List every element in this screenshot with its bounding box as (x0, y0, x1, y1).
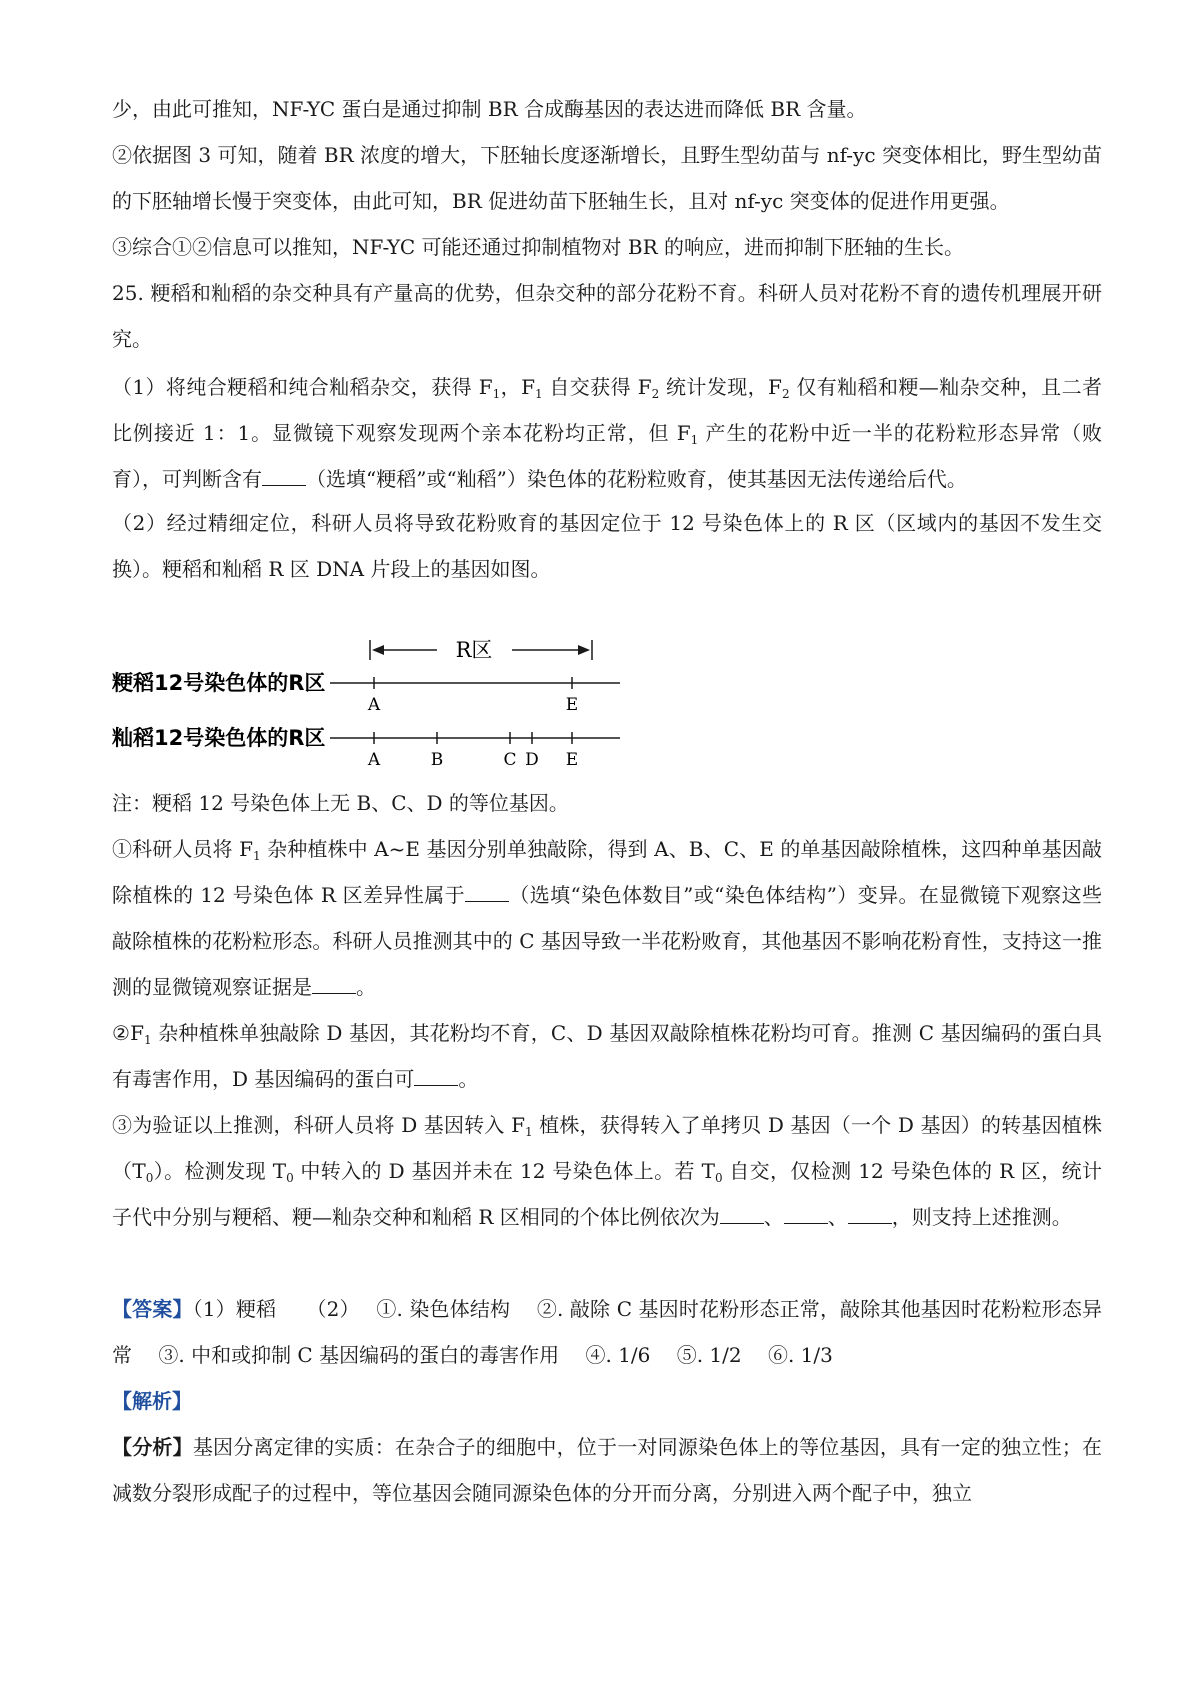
fenxi-tag: 【分析】 (112, 1435, 193, 1459)
paragraph-1: 少，由此可推知，NF-YC 蛋白是通过抑制 BR 合成酶基因的表达进而降低 BR 含量。 (112, 97, 867, 121)
question-25-part-1: （1）将纯合粳稻和纯合籼稻杂交，获得 $F_1$，$F_1$ 自交获得 $F_2$ 统计发现，$F_2$ 仅有籼稻和粳—籼杂交种，且二者比例接近 1：1。显微镜下观察发现两个亲本花粉均正常，但 $F_1$ 产生的花粉中近一半的花粉粒形态异常（败育），可判断含有 （选填“粳稻”或“籼稻”）染色体的花粉粒败育，使其基因无法传递给后代。 (112, 375, 1103, 491)
answer-blank (312, 975, 356, 994)
gene-label: E (565, 750, 579, 770)
question-25-part-2: （2）经过精细定位，科研人员将导致花粉败育的基因定位于 12 号染色体上的 R 区（区域内的基因不发生交换）。粳稻和籼稻 R 区 DNA 片段上的基因如图。 (112, 511, 1102, 581)
fenxi-text: 基因分离定律的实质：在杂合子的细胞中，位于一对同源染色体上的等位基因，具有一定的独立性；在减数分裂形成配子的过程中，等位基因会随同源染色体的分开而分离，分别进入两个配子中，独立 (112, 1435, 1103, 1505)
gene-label: C (503, 750, 517, 770)
answer-blank (720, 1205, 764, 1224)
subquestion-3: ③为验证以上推测，科研人员将 D 基因转入 $F_1$ 植株，获得转入了单拷贝 D 基因（一个 D 基因）的转基因植株$(T_0)$。检测发现 $T_0$ 中转入的 D 基因并未在 12 号染色体上。若 $T_0$ 自交，仅检测 12 号染色体的 R 区，统计子代中分别与粳稻、粳—籼杂交种和籼稻 R 区相同的个体比例依次为 、 、 ，则支持上述推测。 (112, 1113, 1103, 1229)
paragraph-3: ③综合①②信息可以推知，NF-YC 可能还通过抑制植物对 BR 的响应，进而抑制下胚轴的生长。 (112, 235, 965, 259)
gene-label: E (565, 695, 579, 715)
answer-blank (414, 1067, 458, 1086)
question-25-stem: 25. 粳稻和籼稻的杂交种具有产量高的优势，但杂交种的部分花粉不育。科研人员对花粉不育的遗传机理展开研究。 (112, 281, 1102, 351)
row-label-japonica: 粳稻12号染色体的R区 (112, 671, 326, 695)
gene-diagram-svg (112, 630, 712, 770)
gene-label: D (525, 750, 539, 770)
answer-section (112, 1286, 1102, 1378)
answer-text: （1）粳稻 （2） ①. 染色体结构 ②. 敲除 C 基因时花粉形态正常，敲除其他基因时花粉粒形态异常 ③. 中和或抑制 C 基因编码的蛋白的毒害作用 ④. 1/6 ⑤. 1/2 ⑥. 1/3 (112, 1297, 1102, 1367)
row-label-indica: 籼稻12号染色体的R区 (112, 726, 326, 750)
gene-label: A (367, 695, 381, 715)
answer-tag: 【答案】 (112, 1297, 193, 1321)
figure-note: 注：粳稻 12 号染色体上无 B、C、D 的等位基因。 (112, 791, 569, 815)
gene-label: B (430, 750, 444, 770)
fenxi-section (112, 1424, 1102, 1516)
analysis-tag: 【解析】 (112, 1389, 192, 1413)
gene-label: A (367, 750, 381, 770)
answer-blank (262, 467, 306, 486)
subquestion-1: ①科研人员将 $F_1$ 杂种植株中 A~E 基因分别单独敲除，得到 A、B、C、E 的单基因敲除植株，这四种单基因敲除植株的 12 号染色体 R 区差异性属于 （选填“染色体数目”或“染色体结构”）变异。在显微镜下观察这些敲除植株的花粉粒形态。科研人员推测其中的 C 基因导致一半花粉败育，其他基因不影响花粉育性，支持这一推测的显微镜观察证据是 。 (112, 837, 1103, 999)
answer-blank (784, 1205, 828, 1224)
answer-blank (465, 883, 509, 902)
answer-blank (848, 1205, 892, 1224)
analysis-heading (112, 1378, 1102, 1424)
region-label: R区 (455, 638, 493, 662)
subquestion-2: $②F_1$ 杂种植株单独敲除 D 基因，其花粉均不育，C、D 基因双敲除植株花粉均可育。推测 C 基因编码的蛋白具有毒害作用，D 基因编码的蛋白可 。 (112, 1021, 1102, 1091)
paragraph-2: ②依据图 3 可知，随着 BR 浓度的增大，下胚轴长度逐渐增长，且野生型幼苗与 nf-yc 突变体相比，野生型幼苗的下胚轴增长慢于突变体，由此可知，BR 促进幼苗下胚轴生长，且对 nf-yc 突变体的促进作用更强。 (112, 143, 1102, 213)
gene-diagram (112, 630, 712, 770)
